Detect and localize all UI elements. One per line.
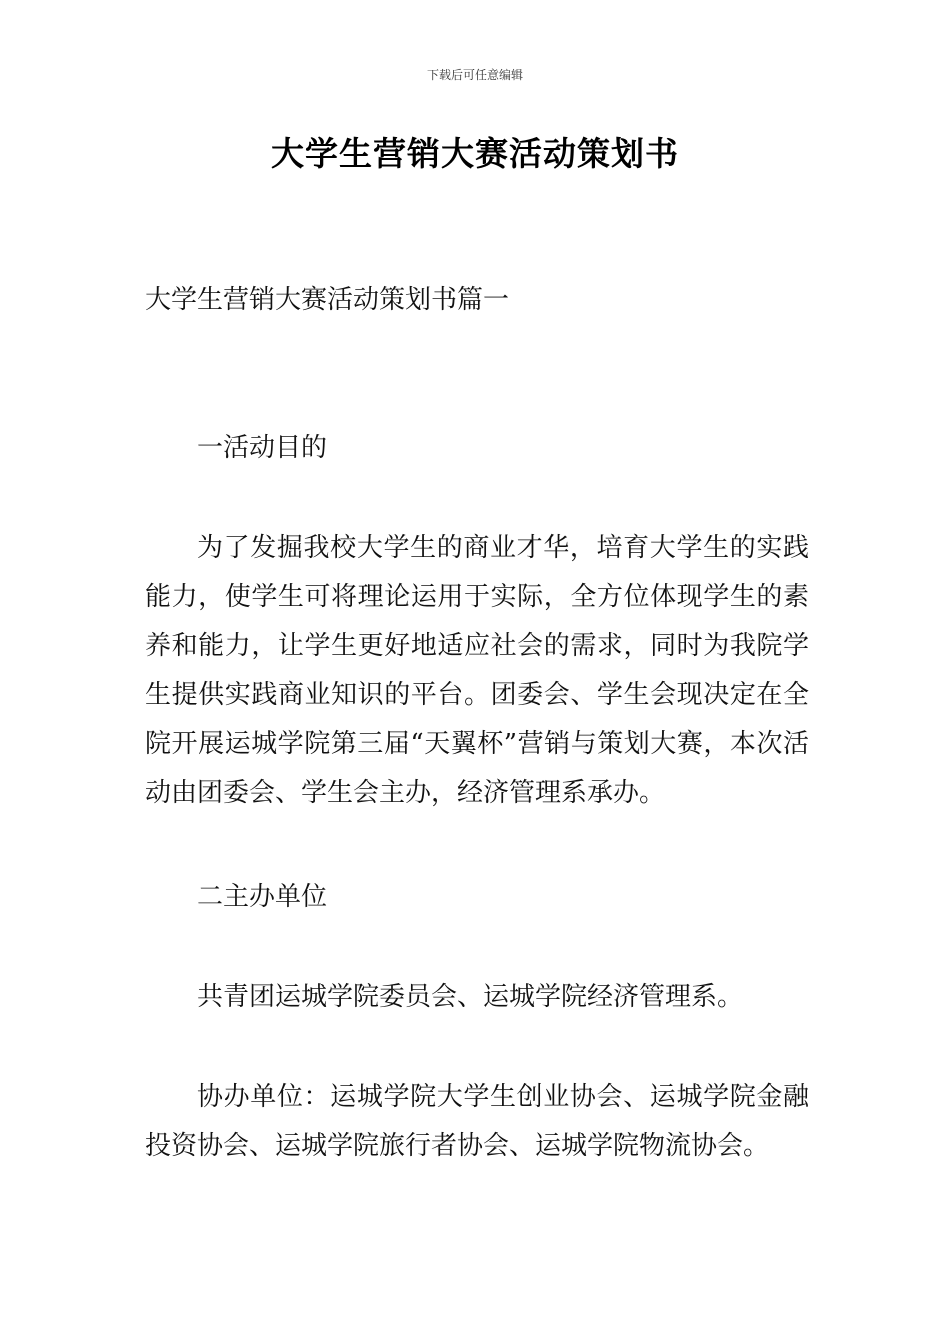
section-paragraph-organizer: 共青团运城学院委员会、运城学院经济管理系。 [197,982,744,1012]
document-title: 大学生营销大赛活动策划书 [271,134,679,173]
section-heading-organizer: 二主办单位 [197,882,328,912]
header-note: 下载后可任意编辑 [426,68,523,82]
section-paragraph-purpose: 为了发掘我校大学生的商业才华，培育大学生的实践能力，使学生可将理论运用于实际，全方位体现学生的素养和能力，让学生更好地适应社会的需求，同时为我院学生提供实践商业知识的平台。团委会、学生会现决定在全院开展运城学院第三届“天翼杯”营销与策划大赛，本次活动由团委会、学生会主办，经济管理系承办。 [145,533,809,808]
section-paragraph-co-organizer: 协办单位：运城学院大学生创业协会、运城学院金融投资协会、运城学院旅行者协会、运城学院物流协会。 [145,1082,809,1161]
section-heading-purpose: 一活动目的 [197,433,328,463]
document-subtitle: 大学生营销大赛活动策划书篇一 [145,285,510,315]
